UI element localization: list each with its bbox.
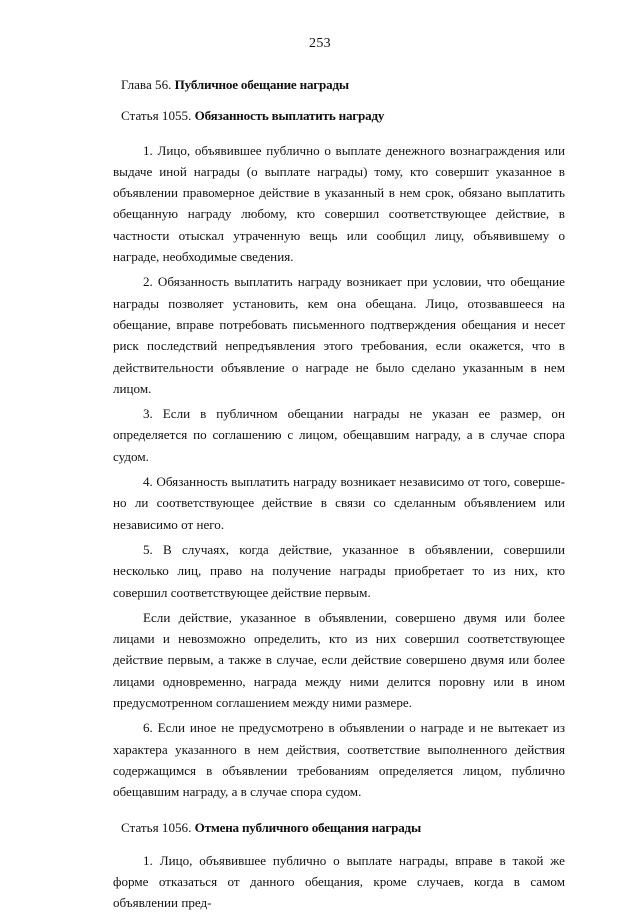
article-1055-paragraph-5: 5. В случаях, когда действие, указанное в объявлении, совершили несколько лиц, право на получение награды приобретает то из них, кто совершил соответствующее действие первым. — [113, 541, 565, 600]
article-1055-paragraph-2: 2. Обязанность выплатить награду возникает при условии, что обещание награды позволяет установить, кем она обещана. Лицо, отозвавшееся на обещание, вправе потребовать письменного подтверждения обещания и несет риск последствий непредъявления этого требования, если окажется, что в действительности объявление о награде не было сделано указанным в нем лицом. — [113, 274, 565, 396]
article-1055-title: Обязанность выплатить награду — [194, 108, 385, 124]
chapter-prefix: Глава 56. — [121, 77, 175, 92]
article-1055-heading — [113, 105, 565, 126]
article-1056-prefix: Статья 1056. — [121, 819, 195, 835]
article-1056-heading — [113, 817, 565, 838]
article-1055-prefix: Статья 1055. — [121, 108, 195, 124]
article-1055-paragraph-5-cont: Если действие, указанное в объявлении, совершено двумя или более лицами и невозможно определить, кто из них совершил соответствующее действие первым, а также в случае, если действие совершено двумя или более лицами одновременно, награда между ними делится поровну или в ином предусмотренном соглашением между ними размере. — [113, 609, 565, 711]
page-number: 253 — [309, 36, 331, 51]
document-body — [113, 74, 565, 918]
article-1055-paragraph-6: 6. Если иное не предусмотрено в объявлении о награде и не вытекает из характера указанного в нем действия, соответствие выполненного действия содержащимся в объявлении требованиям определяется лицом, публично обещавшим награду, а в случае спора судом. — [113, 720, 565, 800]
article-1056-paragraph-1: 1. Лицо, объявившее публично о выплате награды, вправе в такой же форме отказаться от данного обещания, кроме случаев, когда в самом объявлении пред- — [113, 852, 565, 911]
chapter-heading — [113, 74, 565, 95]
article-1055-paragraph-4: 4. Обязанность выплатить награду возникает независимо от того, совершено ли соответствующее действие в связи со сделанным объявлением или независимо от него. — [113, 474, 565, 532]
article-1056-title: Отмена публичного обещания награды — [194, 819, 421, 835]
chapter-title: Публичное обещание награды — [174, 77, 349, 92]
article-1055-paragraph-3: 3. Если в публичном обещании награды не указан ее размер, он определяется по соглашению с лицом, обещавшим награду, а в случае спора судом. — [113, 406, 565, 464]
article-1055-paragraph-1: 1. Лицо, объявившее публично о выплате денежного вознаграждения или выдаче иной награды (о выплате награды) тому, кто совершит указанное в объявлении правомерное действие в указанный в нем срок, обязано выплатить обещанную награду любому, кто совершил соответствующее действие, в частности отыскал утраченную вещь или сообщил лицу, объявившему о награде, необходимые сведения. — [113, 142, 565, 265]
